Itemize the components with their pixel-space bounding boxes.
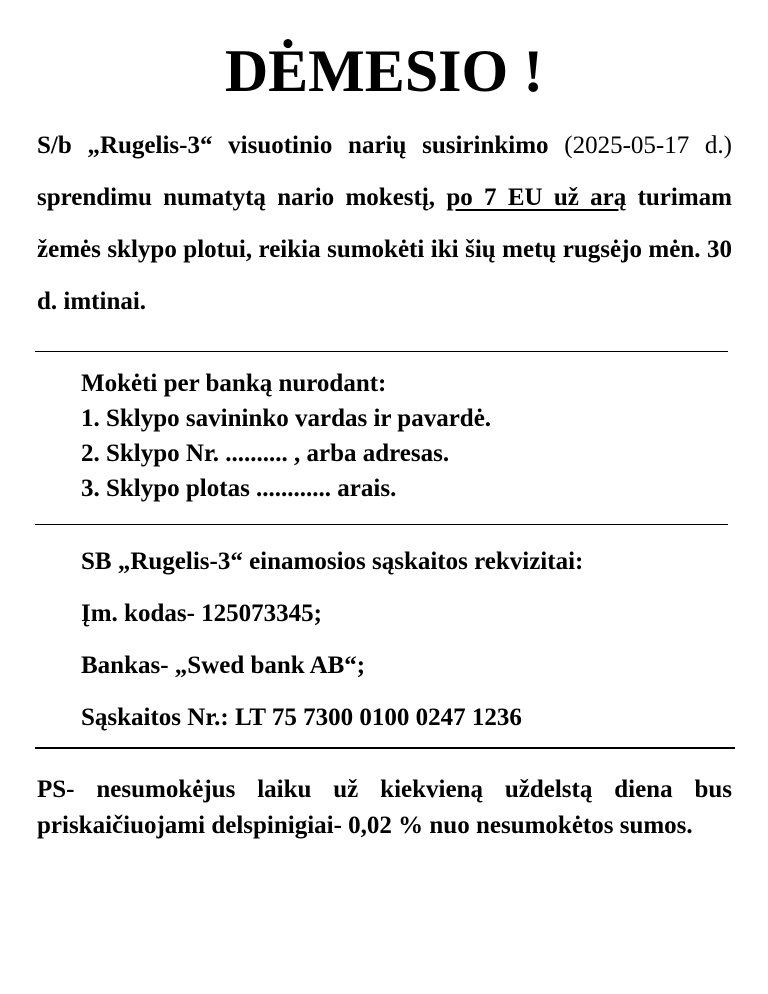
intro-paragraph <box>37 120 732 328</box>
ps-note: PS- nesumokėjus laiku už kiekvieną uždelstą diena bus priskaičiuojami delspinigiai- 0,02 % nuo nesumokėtos sumos. <box>37 776 732 839</box>
fee-amount: po 7 EU už arą <box>446 184 627 211</box>
intro-part-5: turimam žemės sklypo plotui, reikia sumokėti iki šių metų rugsėjo mėn. 30 d. imtinai. <box>37 184 732 315</box>
instruction-item: 3. Sklypo plotas ............ arais. <box>81 475 397 502</box>
account-number: Sąskaitos Nr.: LT 75 7300 0100 0247 1236 <box>81 704 522 731</box>
divider-2 <box>35 524 728 525</box>
instruction-item: 1. Sklypo savininko vardas ir pavardė. <box>81 405 492 432</box>
intro-part-1: S/b „Rugelis-3“ visuotinio narių susirinkimo <box>37 132 549 159</box>
bank-name: Bankas- „Swed bank AB“; <box>81 652 366 679</box>
bank-details-heading: SB „Rugelis-3“ einamosios sąskaitos rekvizitai: <box>81 548 584 575</box>
company-code: Įm. kodas- 125073345; <box>81 600 322 627</box>
instruction-item: 2. Sklypo Nr. .......... , arba adresas. <box>81 440 450 467</box>
divider-1 <box>35 351 728 352</box>
payment-instructions <box>81 366 721 506</box>
intro-part-3: sprendimu numatytą nario mokestį, <box>37 184 436 211</box>
instructions-heading: Mokėti per banką nurodant: <box>81 370 387 397</box>
bank-details <box>81 536 731 744</box>
meeting-date: (2025-05-17 d.) <box>564 132 733 159</box>
page-title: DĖMESIO ! <box>224 38 544 104</box>
divider-3 <box>35 747 735 749</box>
